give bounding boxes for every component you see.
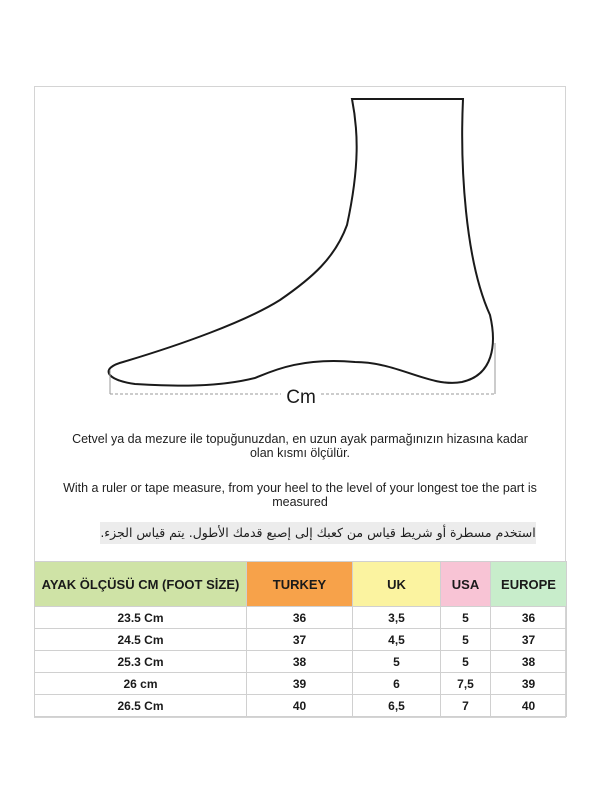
cell-uk: 5 <box>353 651 441 673</box>
cell-europe: 38 <box>491 651 567 673</box>
cell-usa: 5 <box>441 651 491 673</box>
foot-outline <box>109 99 493 386</box>
cell-usa: 7 <box>441 695 491 717</box>
cell-usa: 5 <box>441 629 491 651</box>
unit-label: Cm <box>286 387 316 408</box>
header-uk: UK <box>353 562 441 607</box>
table-row <box>35 695 567 717</box>
cell-turkey: 39 <box>247 673 353 695</box>
cell-foot-size: 24.5 Cm <box>35 629 247 651</box>
cell-usa: 7,5 <box>441 673 491 695</box>
header-foot-size: AYAK ÖLÇÜSÜ CM (FOOT SİZE) <box>35 562 247 607</box>
cell-turkey: 37 <box>247 629 353 651</box>
cell-foot-size: 26.5 Cm <box>35 695 247 717</box>
cell-turkey: 36 <box>247 607 353 629</box>
cell-europe: 37 <box>491 629 567 651</box>
cell-europe: 40 <box>491 695 567 717</box>
header-usa: USA <box>441 562 491 607</box>
cell-uk: 6,5 <box>353 695 441 717</box>
cell-europe: 36 <box>491 607 567 629</box>
cell-foot-size: 25.3 Cm <box>35 651 247 673</box>
table-row <box>35 629 567 651</box>
cell-usa: 5 <box>441 607 491 629</box>
cell-uk: 6 <box>353 673 441 695</box>
cell-turkey: 40 <box>247 695 353 717</box>
cell-foot-size: 26 cm <box>35 673 247 695</box>
table-row <box>35 673 567 695</box>
size-table-header-row <box>35 562 567 607</box>
instruction-english: With a ruler or tape measure, from your heel to the level of your longest toe the part is measured <box>63 481 537 509</box>
cell-uk: 3,5 <box>353 607 441 629</box>
instruction-arabic: استخدم مسطرة أو شريط قياس من كعبك إلى إصبع قدمك الأطول. يتم قياس الجزء. <box>100 522 536 544</box>
header-turkey: TURKEY <box>247 562 353 607</box>
cell-turkey: 38 <box>247 651 353 673</box>
cell-uk: 4,5 <box>353 629 441 651</box>
size-table <box>34 561 567 717</box>
header-europe: EUROPE <box>491 562 567 607</box>
table-row <box>35 607 567 629</box>
instruction-turkish: Cetvel ya da mezure ile topuğunuzdan, en uzun ayak parmağınızın hizasına kadar olan kısmı ölçülür. <box>72 432 528 460</box>
cell-foot-size: 23.5 Cm <box>35 607 247 629</box>
table-row <box>35 651 567 673</box>
cell-europe: 39 <box>491 673 567 695</box>
